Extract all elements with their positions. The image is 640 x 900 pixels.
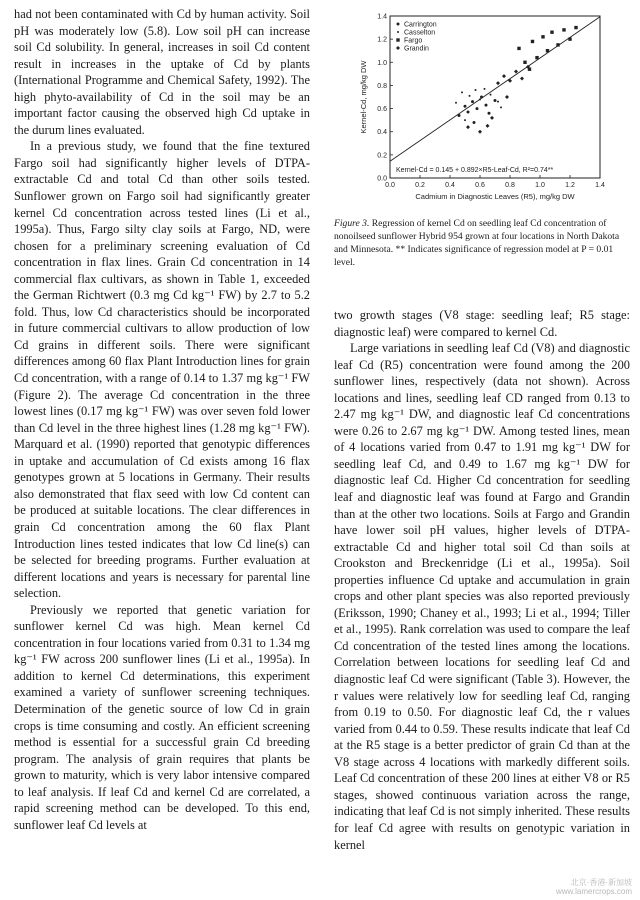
data-point xyxy=(541,35,544,38)
data-point xyxy=(469,95,471,97)
data-point xyxy=(479,98,481,100)
data-point xyxy=(478,130,482,134)
data-point xyxy=(455,102,457,104)
y-tick-label: 0.8 xyxy=(377,82,387,90)
data-point xyxy=(535,56,538,59)
data-point xyxy=(473,121,476,124)
figure-caption xyxy=(334,217,630,269)
legend-label: Casselton xyxy=(404,29,436,37)
y-tick-label: 1.0 xyxy=(377,59,387,67)
x-tick-label: 1.4 xyxy=(595,182,605,189)
watermark-line: www.lamercrops.com xyxy=(555,887,632,896)
data-point xyxy=(568,37,571,40)
y-tick-label: 0.6 xyxy=(377,106,387,114)
legend-label: Grandin xyxy=(404,45,429,53)
data-point xyxy=(517,47,520,50)
data-point xyxy=(562,28,565,31)
body-paragraph: In a previous study, we found that the fine textured Fargo soil had significantly higher levels of DTPA-extractable Cd and total Cd than other soils tested. Sunflower grown on Fargo soil had significantly greater kernel Cd concentration across tested lines (Li et al., 1995a). Thus, Fargo silty clay soils at Fargo, ND, were chosen for a preliminary screening evaluation of Cd concentration in flax lines. Grain Cd concentration in 14 commercial flax cultivars, as shown in Table 1, exceeded the German Richtwert (0.3 mg Cd kg⁻¹ FW) by 2.7 to 5.2 fold. Thus, low Cd characteristics should be incorporated in future commercial cultivars to allow production of low Cd grains in different soils. There were significant differences among 60 flax Plant Introduction lines for grain Cd concentration, with a range of 0.14 to 1.37 mg kg⁻¹ FW (Figure 2). The average Cd concentration in the three lowest lines (0.17 mg kg⁻¹ FW) was over seven fold lower than Cd level in the three highest lines (1.28 mg kg⁻¹ FW). Marquard et al. (1990) reported that genotypic differences in uptake and accumulation of Cd exists among 16 flax genotypes grown at 5 locations in Germany. Their results also demonstrated that flax seed with low Cd content can be produced at suitable locations. The clear differences in grain Cd concentration among the 60 flax Plant Introduction lines tested indicates that low Cd line(s) can be selected for breeding programs. Further evaluation at different locations and years is necessary for parental line selection. xyxy=(14,139,310,601)
data-point xyxy=(546,49,549,52)
data-point xyxy=(500,106,502,108)
data-point xyxy=(476,107,479,110)
data-point xyxy=(502,74,506,78)
figure-caption-text: Regression of kernel Cd on seedling leaf Cd concentration of nonoilseed sunflower Hybrid 954 grown at four locations in North Dakota and Minnesota. ** Indicates significance of regression model at P = 0.01 level. xyxy=(334,218,620,269)
data-point xyxy=(496,81,500,85)
x-tick-label: 0.0 xyxy=(385,182,395,189)
figure-3 xyxy=(332,8,632,238)
left-column xyxy=(14,6,310,833)
data-point xyxy=(488,112,491,115)
legend-label: Carrington xyxy=(404,21,437,29)
legend-marker xyxy=(396,38,399,41)
y-tick-label: 1.4 xyxy=(377,13,387,21)
watermark-line: 北京·香港·新加坡 xyxy=(570,878,632,887)
x-tick-label: 1.2 xyxy=(565,182,575,189)
data-point xyxy=(490,116,494,120)
data-point xyxy=(520,76,524,80)
body-paragraph: Large variations in seedling leaf Cd (V8) and diagnostic leaf Cd (R5) concentration were found among the 200 sunflower lines, respectively (data not shown). Across locations and lines, seedling leaf CD ranged from 0.13 to 2.47 mg kg⁻¹ DW, and diagnostic leaf Cd concentrations were 0.26 to 2.67 mg kg⁻¹ DW. Among tested lines, mean of 4 locations varied from 0.47 to 1.91 mg kg⁻¹ DW for seedling leaf Cd, and 0.49 to 1.67 mg kg⁻¹ DW for diagnostic leaf Cd. Higher Cd concentration for seedling leaf and diagnostic leaf was found at Fargo and Grandin than at the other two locations. Soils at Fargo and Grandin have lower soil pH values, higher levels of DTPA-extractable Cd and higher total soil Cd than soils at Crookston and Breckenridge (Li et al., 1995a). Soil properties influence Cd uptake and accumulation in grain crops and other plant species was also reported previously (Eriksson, 1990; Chaney et al., 1993; Li et al., 1994; Tiller et al., 1995). Rank correlation was used to compare the leaf Cd concentration of the tested lines among the locations. Correlation between locations for seedling leaf Cd and diagnostic leaf Cd were significant (Table 3). However, the r values were relatively low for seedling leaf Cd, ranging from 0.19 to 0.50. For diagnostic leaf Cd, the r values varied from 0.44 to 0.59. These results indicate that leaf Cd at the R5 stage is a better predictor of grain Cd than at the V8 stage across 4 locations with markedly different soils. Leaf Cd concentration of these 200 lines at either V8 or R5 stages, showed continuous variation across the range, indicating that leaf Cd is not simply inherited. These results for leaf Cd agree with results on genotypic variation in kernel xyxy=(334,341,630,852)
data-point xyxy=(484,88,486,90)
data-point xyxy=(458,114,461,117)
x-tick-label: 0.8 xyxy=(505,182,515,189)
data-point xyxy=(494,99,497,102)
body-paragraph: Previously we reported that genetic variation for sunflower kernel Cd was high. Mean kernel Cd concentration in four locations varied from 0.31 to 1.34 mg kg⁻¹ FW across 200 sunflower lines (Li et al., 1995a). In addition to kernel Cd determinations, this experiment examined a variety of sunflower screening techniques. Determination of the genetic source of low Cd in grain crops is time consuming and costly. An efficient screening method is essential for a successful grain Cd breeding program. The analysis of grain requires that plants be grown to maturity, which is very labor intensive compared to leaf analysis. If leaf Cd and kernel Cd are correlated, a rapid screening method can be developed. To this end, sunflower leaf Cd levels at xyxy=(14,602,310,832)
data-point xyxy=(505,95,509,99)
watermark xyxy=(556,878,632,896)
x-tick-label: 0.6 xyxy=(475,182,485,189)
legend-marker xyxy=(397,31,399,33)
data-point xyxy=(514,70,518,74)
regression-equation: Kernel-Cd = 0.145 + 0.892×R5-Leaf-Cd, R²=0.74** xyxy=(396,167,554,174)
data-point xyxy=(480,96,483,99)
data-point xyxy=(461,91,463,93)
x-tick-label: 0.2 xyxy=(415,182,425,189)
data-point xyxy=(550,31,553,34)
data-point xyxy=(531,40,534,43)
y-tick-label: 0.2 xyxy=(377,152,387,160)
data-point xyxy=(523,61,526,64)
data-point xyxy=(485,104,488,107)
x-axis-label: Cadmium in Diagnostic Leaves (R5), mg/kg DW xyxy=(415,192,575,201)
data-point xyxy=(490,94,492,96)
x-tick-label: 0.4 xyxy=(445,182,455,189)
data-point xyxy=(486,124,490,128)
data-point xyxy=(574,26,577,29)
data-point xyxy=(556,43,559,46)
data-point xyxy=(464,105,467,108)
legend-marker xyxy=(396,46,400,50)
data-point xyxy=(497,101,499,103)
body-paragraph: had not been contaminated with Cd by human activity. Soil pH was moderately low (5.8). Low soil pH can increase soil Cd solubility. In general, increases in soil Cd content result in increases in the uptake of Cd by plants (International Programme and Chemical Safety, 1992). The high phyto-availability of Cd in the soil may be an important factor causing the observed high Cd uptake in the durum lines evaluated. xyxy=(14,7,310,137)
data-point xyxy=(466,125,470,129)
body-paragraph: two growth stages (V8 stage: seedling leaf; R5 stage: diagnostic leaf) were compared to kernel Cd. xyxy=(334,308,630,339)
figure-caption-label: Figure 3. xyxy=(334,218,370,229)
right-column xyxy=(334,307,630,853)
y-tick-label: 0.4 xyxy=(377,129,387,137)
y-axis-label: Kernel-Cd, mg/kg DW xyxy=(359,60,368,134)
data-point xyxy=(464,119,466,121)
y-tick-label: 1.2 xyxy=(377,36,387,44)
data-point xyxy=(475,89,477,91)
legend-marker xyxy=(397,23,400,26)
legend-label: Fargo xyxy=(404,37,423,45)
scatter-chart xyxy=(332,8,632,213)
x-tick-label: 1.0 xyxy=(535,182,545,189)
data-point xyxy=(471,100,474,103)
y-tick-label: 0.0 xyxy=(377,175,387,183)
data-point xyxy=(467,111,470,114)
